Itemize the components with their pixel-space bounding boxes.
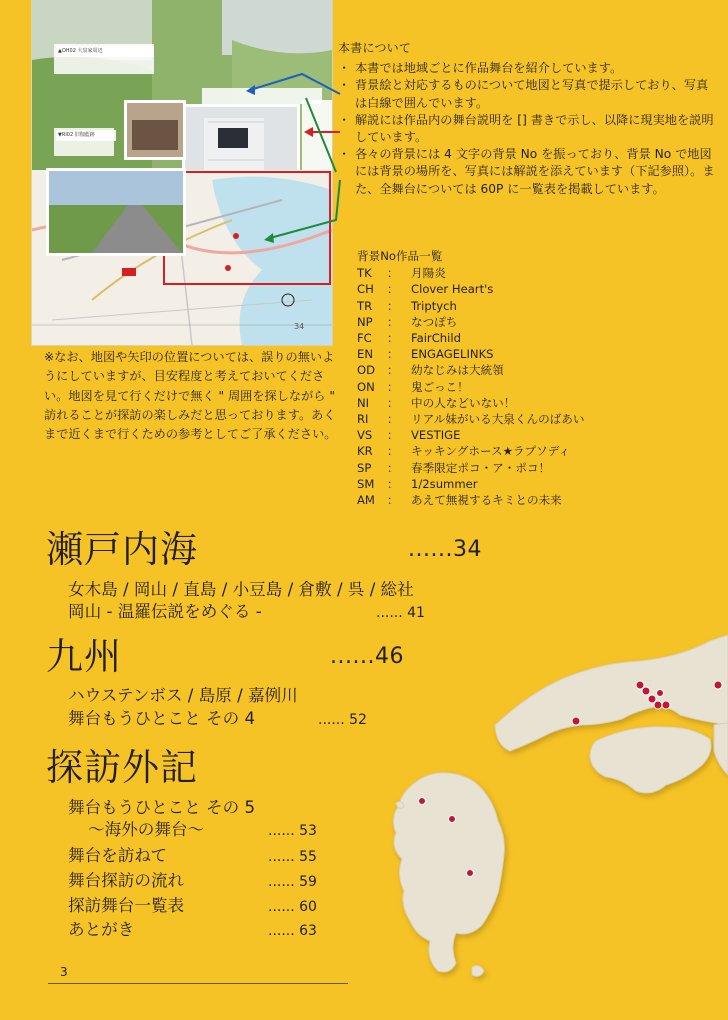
- code-row: [357, 362, 717, 378]
- toc-gaiki-title: 探訪外記: [46, 746, 198, 789]
- toc-gaiki-entry-page: ...... 60: [268, 899, 317, 915]
- code-key: OD: [357, 363, 376, 378]
- code-key: ON: [357, 379, 375, 394]
- code-separator: ：: [387, 266, 399, 281]
- code-title: ENGAGELINKS: [411, 347, 494, 362]
- code-title: あえて無視するキミとの未来: [411, 493, 562, 508]
- callout-arrows: [240, 60, 350, 250]
- code-row: [357, 346, 717, 362]
- code-title: なつぽち: [411, 314, 458, 329]
- code-title: キッキングホース★ラプソディ: [411, 444, 571, 459]
- code-key: VS: [357, 428, 373, 443]
- toc-setouchi-places: 女木島 / 岡山 / 直島 / 小豆島 / 倉敷 / 呉 / 総社: [68, 580, 414, 599]
- code-title: 中の人などいない！: [411, 395, 516, 410]
- code-list-heading: 背景No作品一覧: [357, 249, 443, 263]
- code-row: [357, 395, 717, 411]
- toc-gaiki-entry: ～海外の舞台～: [88, 820, 205, 839]
- code-separator: ：: [387, 428, 399, 443]
- code-key: TK: [357, 266, 372, 281]
- code-title: VESTIGE: [411, 428, 461, 443]
- code-title: 幼なじみは大統領: [411, 363, 504, 378]
- code-row: [357, 476, 717, 492]
- about-section: [338, 40, 718, 198]
- code-separator: ：: [387, 331, 399, 346]
- code-separator: ：: [387, 476, 399, 491]
- code-separator: ：: [387, 493, 399, 508]
- code-row: [357, 265, 717, 281]
- toc-setouchi-page: ......34: [408, 537, 482, 562]
- code-row: [357, 460, 717, 476]
- folio-rule: [48, 983, 348, 984]
- code-row: [357, 298, 717, 314]
- toc-gaiki-entry-page: ...... 59: [268, 874, 317, 890]
- toc-setouchi-sub-page: ...... 41: [376, 605, 425, 621]
- code-title: 1/2summer: [411, 476, 478, 491]
- code-row: [357, 427, 717, 443]
- code-separator: ：: [387, 412, 399, 427]
- toc-gaiki-entry: 探訪舞台一覧表: [68, 896, 185, 915]
- about-list: [338, 60, 718, 198]
- toc-kyushu-sub-page: ...... 52: [318, 712, 367, 728]
- code-separator: ：: [387, 444, 399, 459]
- sample-page-number: 34: [294, 322, 305, 331]
- code-key: NI: [357, 395, 370, 410]
- toc-gaiki-entry: 舞台を訪ねて: [68, 846, 168, 865]
- toc-kyushu-sub-label: 舞台もうひとこと その 4: [68, 709, 256, 728]
- toc-gaiki-entry: あとがき: [68, 920, 135, 939]
- code-separator: ：: [387, 314, 399, 329]
- code-title: Clover Heart's: [411, 282, 494, 297]
- about-item: ・ 本書では地域ごとに作品舞台を紹介しています。: [338, 60, 718, 77]
- toc-gaiki-entry-page: ...... 55: [268, 849, 317, 865]
- code-key: RI: [357, 412, 369, 427]
- code-key: AM: [357, 493, 375, 508]
- about-item: ・ 背景絵と対応するものについて地図と写真で提示しており、写真は白線で囲んでいます。: [338, 77, 718, 111]
- code-key: SP: [357, 460, 372, 475]
- code-title: Triptych: [411, 298, 457, 313]
- code-key: TR: [357, 298, 373, 313]
- code-row: [357, 330, 717, 346]
- western-japan-map: [300, 575, 728, 995]
- about-item: ・ 解説には作品内の舞台説明を [] 書きで示し、以降に現実地を説明しています。: [338, 112, 718, 146]
- code-title: 鬼ごっこ！: [411, 379, 469, 394]
- code-separator: ：: [387, 379, 399, 394]
- toc-kyushu-page: ......46: [330, 644, 404, 669]
- toc-gaiki-entry: 舞台もうひとこと その 5: [68, 798, 256, 817]
- code-title: FairChild: [411, 331, 461, 346]
- code-row: [357, 281, 717, 297]
- code-title: 春季限定ポコ・ア・ポコ！: [411, 460, 551, 475]
- about-heading: 本書について: [338, 41, 411, 55]
- code-key: SM: [357, 476, 375, 491]
- code-key: CH: [357, 282, 374, 297]
- code-separator: ：: [387, 282, 399, 297]
- code-title: 月陽炎: [411, 266, 446, 281]
- code-row: [357, 411, 717, 427]
- sample-caption-top: ▲OH02 大泉家周辺: [56, 46, 154, 57]
- code-row: [357, 379, 717, 395]
- code-key: NP: [357, 314, 373, 329]
- code-separator: ：: [387, 460, 399, 475]
- code-key: FC: [357, 331, 372, 346]
- code-separator: ：: [387, 298, 399, 313]
- toc-gaiki-entry: 舞台探訪の流れ: [68, 871, 185, 890]
- toc-kyushu-title: 九州: [46, 635, 122, 678]
- code-row: [357, 314, 717, 330]
- background-code-list: [357, 248, 717, 508]
- code-separator: ：: [387, 347, 399, 362]
- code-row: [357, 443, 717, 459]
- page-number: 3: [60, 965, 68, 979]
- code-key: KR: [357, 444, 373, 459]
- toc-gaiki-entry-page: ...... 63: [268, 923, 317, 939]
- toc-kyushu-places: ハウステンボス / 島原 / 嘉例川: [68, 686, 298, 705]
- about-item: ・ 各々の背景には 4 文字の背景 No を振っており、背景 No で地図には背景の場所を、写真には解説を添えています（下記参照）。また、全舞台については 60P に一覧表を掲載しています。: [338, 146, 718, 198]
- code-title: リアル妹がいる大泉くんのばあい: [411, 412, 585, 427]
- map-disclaimer-note: ※なお、地図や矢印の位置については、誤りの無いようにしていますが、目安程度と考えておいてください。地図を見て行くだけで無く " 周囲を探しながら " 訪れることが探訪の楽しみだと思っております。あくまで近くまで行くための参考としてご了承ください。: [44, 350, 337, 442]
- toc-setouchi-sub-label: 岡山 - 温羅伝説をめぐる -: [68, 602, 262, 621]
- code-row: [357, 492, 717, 508]
- code-separator: ：: [387, 395, 399, 410]
- code-key: EN: [357, 347, 373, 362]
- sample-caption-mid: ▼RI02 旧伽藍跡: [56, 130, 116, 141]
- code-separator: ：: [387, 363, 399, 378]
- toc-setouchi-title: 瀬戸内海: [46, 528, 198, 571]
- toc-gaiki-entry-page: ...... 53: [268, 823, 317, 839]
